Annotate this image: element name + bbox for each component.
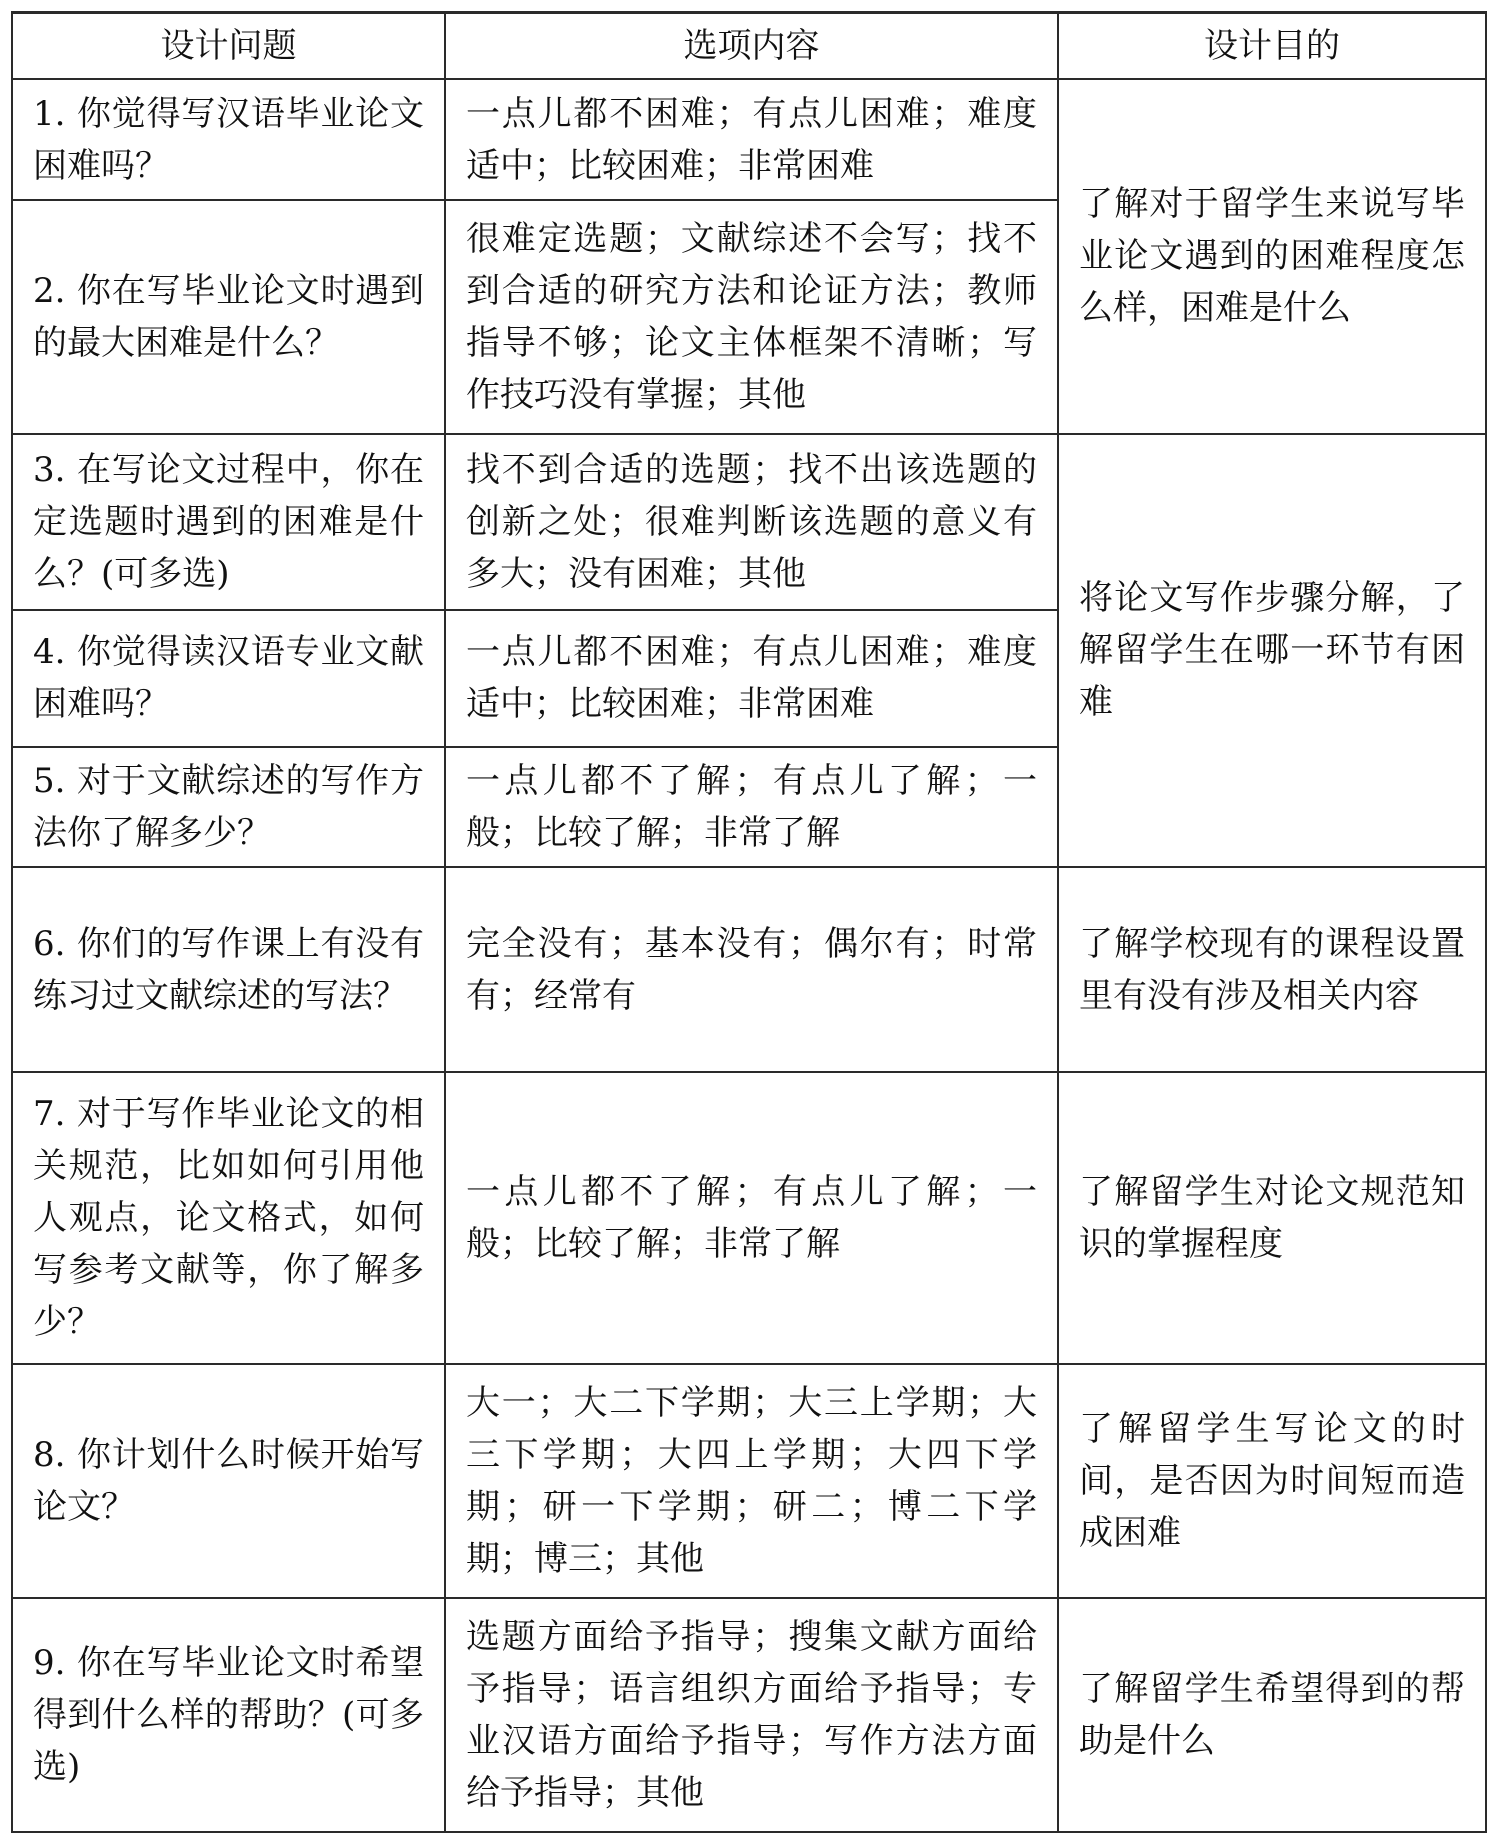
options-cell: 一点儿都不困难；有点儿困难；难度适中；比较困难；非常困难 [445,610,1058,747]
table-row [12,434,1486,610]
question-cell: 8. 你计划什么时候开始写论文？ [12,1364,445,1598]
header-purpose: 设计目的 [1058,13,1486,80]
purpose-cell: 将论文写作步骤分解，了解留学生在哪一环节有困难 [1058,434,1486,867]
question-cell: 7. 对于写作毕业论文的相关规范，比如如何引用他人观点，论文格式，如何写参考文献等，你了解多少？ [12,1072,445,1364]
options-cell: 大一；大二下学期；大三上学期；大三下学期；大四上学期；大四下学期；研一下学期；研二；博二下学期；博三；其他 [445,1364,1058,1598]
options-cell: 一点儿都不了解；有点儿了解；一般；比较了解；非常了解 [445,747,1058,867]
options-cell: 完全没有；基本没有；偶尔有；时常有；经常有 [445,867,1058,1072]
header-options: 选项内容 [445,13,1058,80]
question-cell: 4. 你觉得读汉语专业文献困难吗？ [12,610,445,747]
options-cell: 选题方面给予指导；搜集文献方面给予指导；语言组织方面给予指导；专业汉语方面给予指导；写作方法方面给予指导；其他 [445,1598,1058,1832]
question-cell: 9. 你在写毕业论文时希望得到什么样的帮助？(可多选) [12,1598,445,1832]
header-row [12,13,1486,80]
question-cell: 1. 你觉得写汉语毕业论文困难吗？ [12,79,445,199]
purpose-cell: 了解学校现有的课程设置里有没有涉及相关内容 [1058,867,1486,1072]
purpose-cell: 了解对于留学生来说写毕业论文遇到的困难程度怎么样，困难是什么 [1058,79,1486,433]
table-row [12,1598,1486,1832]
purpose-cell: 了解留学生对论文规范知识的掌握程度 [1058,1072,1486,1364]
options-cell: 一点儿都不了解；有点儿了解；一般；比较了解；非常了解 [445,1072,1058,1364]
table-row [12,1072,1486,1364]
question-cell: 2. 你在写毕业论文时遇到的最大困难是什么？ [12,200,445,434]
purpose-cell: 了解留学生写论文的时间，是否因为时间短而造成困难 [1058,1364,1486,1598]
table-row [12,1364,1486,1598]
table-row [12,867,1486,1072]
survey-table-container [11,11,1485,1833]
options-cell: 很难定选题；文献综述不会写；找不到合适的研究方法和论证方法；教师指导不够；论文主体框架不清晰；写作技巧没有掌握；其他 [445,200,1058,434]
purpose-cell: 了解留学生希望得到的帮助是什么 [1058,1598,1486,1832]
options-cell: 一点儿都不困难；有点儿困难；难度适中；比较困难；非常困难 [445,79,1058,199]
survey-design-table [11,11,1487,1833]
question-cell: 5. 对于文献综述的写作方法你了解多少？ [12,747,445,867]
header-question: 设计问题 [12,13,445,80]
question-cell: 6. 你们的写作课上有没有练习过文献综述的写法？ [12,867,445,1072]
options-cell: 找不到合适的选题；找不出该选题的创新之处；很难判断该选题的意义有多大；没有困难；其他 [445,434,1058,610]
question-cell: 3. 在写论文过程中，你在定选题时遇到的困难是什么？(可多选) [12,434,445,610]
table-row [12,79,1486,199]
